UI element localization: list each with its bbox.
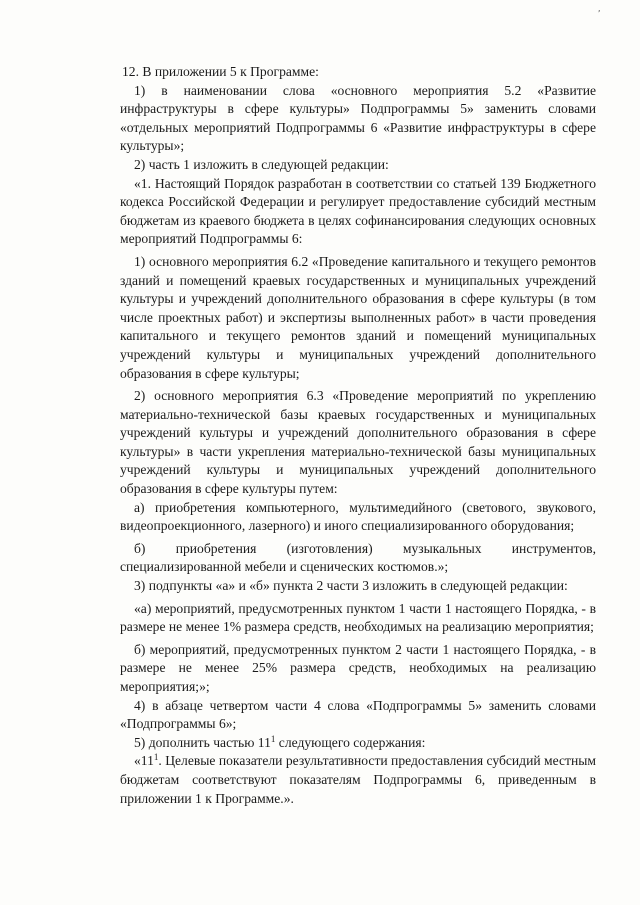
- amendment-5: [120, 734, 596, 753]
- document-body: [120, 63, 596, 808]
- amendment-2: 2) часть 1 изложить в следующей редакции:: [134, 156, 389, 172]
- part-1-item-2: 2) основного мероприятия 6.3 «Проведение мероприятий по укреплению материально-технической базы краевых государственных и муниципальных учреждений культуры и учреждений дополнительного образования в сфере культуры» в части укрепления материально-технической базы муниципальных учреждений культуры и муниципальных учреждений дополнительного образования в сфере культуры путем:: [120, 388, 596, 497]
- corner-mark: ʼ: [595, 7, 602, 19]
- amendment-3-a: «а) мероприятий, предусмотренных пунктом 1 части 1 настоящего Порядка, - в размере не менее 1% размера средств, необходимых на реализацию мероприятия;: [120, 600, 596, 635]
- part-11-1-after: . Целевые показатели результативности предоставления субсидий местным бюджетам соответствуют показателям Подпрограммы 6, приведенным в приложении 1 к Программе.».: [120, 753, 596, 806]
- amendment-5-after: следующего содержания:: [275, 734, 426, 750]
- amendment-5-sup: 1: [270, 733, 276, 744]
- amendment-3: 3) подпункты «а» и «б» пункта 2 части 3 изложить в следующей редакции:: [134, 578, 568, 594]
- amendment-1: 1) в наименовании слова «основного мероприятия 5.2 «Развитие инфраструктуры в сфере культуры» Подпрограммы 5» заменить словами «отдельных мероприятий Подпрограммы 6 «Развитие инфраструктуры в сфере культуры»;: [120, 82, 596, 154]
- part-11-1-before: «11: [134, 753, 154, 769]
- part-1-text: «1. Настоящий Порядок разработан в соответствии со статьей 139 Бюджетного кодекса Российской Федерации и регулирует предоставление субсидий местным бюджетам из краевого бюджета в целях софинансирования следующих основных мероприятий Подпрограммы 6:: [120, 175, 596, 247]
- subitem-a: а) приобретения компьютерного, мультимедийного (светового, звукового, видеопроекционного, лазерного) и иного специализированного оборудования;: [120, 499, 596, 534]
- amendment-5-before: 5) дополнить частью 11: [134, 734, 271, 750]
- amendment-3-b: б) мероприятий, предусмотренных пунктом 2 части 1 настоящего Порядка, - в размере не менее 25% размера средств, необходимых на реализацию мероприятия;»;: [120, 641, 596, 694]
- part-1-item-1: 1) основного мероприятия 6.2 «Проведение капитального и текущего ремонтов зданий и помещений краевых государственных и муниципальных учреждений культуры и учреждений дополнительного образования в сфере культуры (в том числе проектных работ) и экспертизы выполненных работ» в части проведения капитального и текущего ремонтов зданий и помещений муниципальных учреждений культуры и муниципальных учреждений дополнительного образования в сфере культуры;: [120, 253, 596, 381]
- amendment-4: 4) в абзаце четвертом части 4 слова «Подпрограммы 5» заменить словами «Подпрограммы 6»;: [120, 697, 596, 732]
- subitem-b: б) приобретения (изготовления) музыкальных инструментов, специализированной мебели и сценических костюмов.»;: [120, 540, 596, 575]
- part-11-1-sup: 1: [153, 752, 159, 763]
- item-12-heading: 12. В приложении 5 к Программе:: [122, 64, 319, 79]
- part-11-1-text: [120, 752, 596, 808]
